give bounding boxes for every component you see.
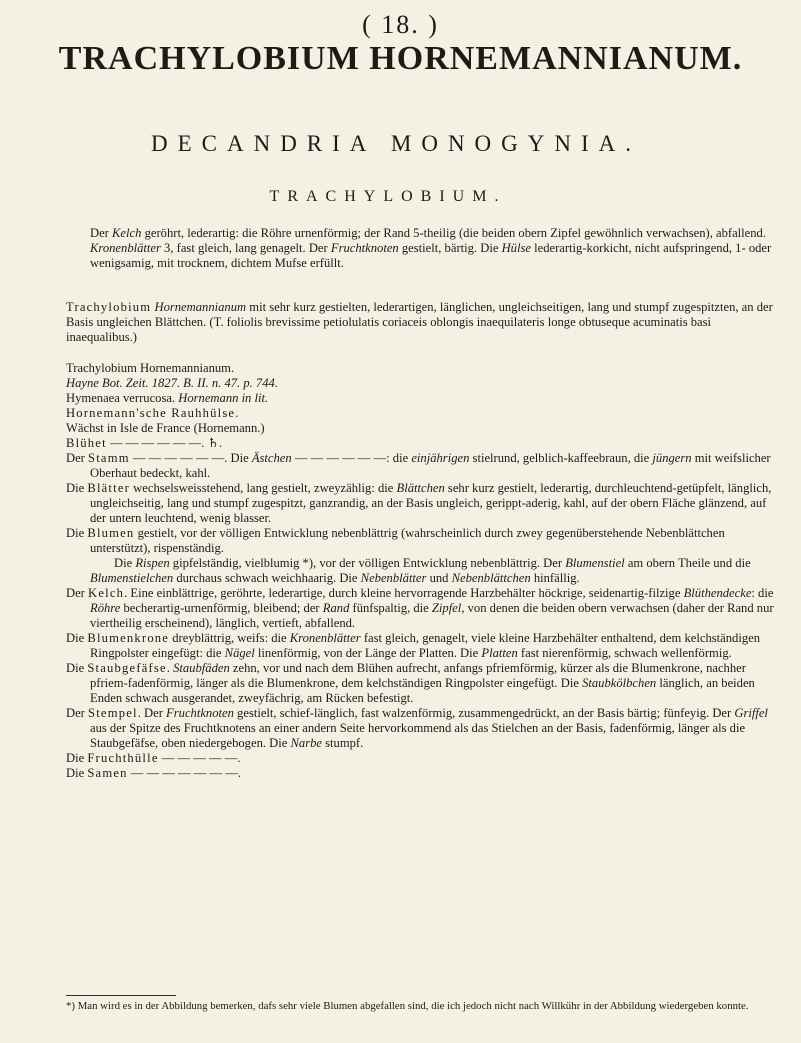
- page-title: TRACHYLOBIUM HORNEMANNIANUM.: [58, 40, 743, 77]
- section-rispen: Die Rispen gipfelständig, vielblumig *), vor der völligen Entwicklung nebenblättrig. Der Blumenstiel am obern Theile und die Blumenstielchen durchaus schwach weichhaarig. Die Nebenblätter und Nebenblättchen hinfällig.: [90, 556, 751, 585]
- section-stamm: Der Stamm — — — — — —. Die Ästchen — — — — — —: die einjährigen stielrund, gelblich-kaffeebraun, die jüngern mit weifslicher Oberhaut bedeckt, kahl.: [66, 451, 771, 480]
- common-name: Hornemann'sche Rauhhülse.: [66, 406, 240, 420]
- habitat-line: Wächst in Isle de France (Hornemann.): [66, 421, 265, 435]
- genus-heading: TRACHYLOBIUM.: [269, 188, 507, 205]
- flowering-label: Blühet: [66, 436, 107, 450]
- section-blumenkrone: Die Blumenkrone dreyblättrig, weifs: die Kronenblätter fast gleich, genagelt, viele kleine Harzbehälter enthaltend, dem kelchständigen Ringpolster eingefügt: die Nägel linenförmig, von der Länge der Platten. Die Platten fast nierenförmig, schwach wellenförmig.: [66, 631, 761, 660]
- label-kronenblaetter: Kronenblätter: [90, 241, 161, 255]
- section-samen: Die Samen — — — — — — —.: [66, 766, 241, 780]
- section-kelch: Der Kelch. Eine einblättrige, geröhrte, lederartige, durch kleine hervorragende Harzbehälter höckrige, seidenartig-filzige Blüthendecke: die Röhre becherartig-urnenförmig, bleibend; der Rand fünfspaltig, die Zipfel, von denen die beiden obern verwachsen (daher der Rand nur viertheilig erscheinend), länglich, vertieft, abfallend.: [66, 586, 774, 630]
- reference-hayne: Hayne Bot. Zeit.: [66, 376, 149, 390]
- section-staubgefaesse: Die Staubgefäfse. Staubfäden zehn, vor und nach dem Blühen aufrecht, anfangs pfriemförmig, kürzer als die Blumenkrone, nachher pfriem-fadenförmig, länger als die Blumenkrone, dem kelchständigen Ringpolster eingefügt. Die Staubkölbchen länglich, an beiden Enden schwach ausgerandet, zweyfächrig, am Rücken befestigt.: [66, 661, 755, 705]
- label-kelch: Kelch: [112, 226, 142, 240]
- genus-description: Der Kelch geröhrt, lederartig: die Röhre urnenförmig; der Rand 5-theilig (die beiden obern Zipfel gewöhnlich verwachsen), abfallend. Kronenblätter 3, fast gleich, lang genagelt. Der Fruchtknoten gestielt, bärtig. Die Hülse lederartig-korkicht, nicht aufspringend, 1- oder wenigsamig, mit trocknem, dichtem Mufse erfüllt.: [90, 226, 772, 270]
- page-number: ( 18. ): [362, 10, 439, 39]
- footnote: *) Man wird es in der Abbildung bemerken, dafs sehr viele Blumen abgefallen sind, die ich jedoch nicht nach Willkühr in der Abbildung wiedergeben konnte.: [66, 1000, 749, 1012]
- section-fruchthuelle: Die Fruchthülle — — — — —.: [66, 751, 241, 765]
- label-fruchtknoten: Fruchtknoten: [330, 241, 399, 255]
- species-description: Trachylobium Hornemannianum mit sehr kurz gestielten, lederartigen, länglichen, ungleichseitigen, lang und stumpf zugespitzten, an der Basis ungleichen Blättchen. (T. foliolis brevissime petiolulatis coriaceis oblongis inaequilateris longe obtuseque acuminatis basi inaequalibus.): [66, 300, 773, 344]
- classification-heading: DECANDRIA MONOGYNIA.: [150, 131, 642, 156]
- description-sections: [66, 451, 780, 781]
- section-blumen: Die Blumen gestielt, vor der völligen Entwicklung nebenblättrig (wahrscheinlich durch zwey gegenüberstehende Nebenblättchen unterstützt), rispenständig.: [66, 526, 725, 555]
- synonym-line: Trachylobium Hornemannianum.: [66, 361, 235, 375]
- synonyms-block: Trachylobium Hornemannianum. Hayne Bot. Zeit. 1827. B. II. n. 47. p. 744. Hymenaea verrucosa. Hornemann in lit. Hornemann'sche Rauhhülse. Wächst in Isle de France (Hornemann.) Blühet — — — — — —. ♄.: [66, 361, 780, 451]
- section-stempel: Der Stempel. Der Fruchtknoten gestielt, schief-länglich, fast walzenförmig, zusammengedrückt, an der Basis bärtig; fünfeyig. Der Griffel aus der Spitze des Fruchtknotens an einer andern Seite hervorkommend als das Stielchen an der Basis, fadenförmig, länger als die Staubgefäfse, oben niedergebogen. Die Narbe stumpf.: [66, 706, 768, 750]
- synonym-line: Hymenaea verrucosa.: [66, 391, 176, 405]
- footnote-divider: [66, 995, 176, 996]
- label-huelse: Hülse: [501, 241, 531, 255]
- species-name: Trachylobium: [66, 300, 152, 314]
- section-blaetter: Die Blätter wechselsweisstehend, lang gestielt, zweyzählig: die Blättchen sehr kurz gestielt, lederartig, durchleuchtend-getüpfelt, länglich, ungleichseitig, lang und stumpf zugespitzt, ganzrandig, an der Basis ungleich, gerippt-aderig, kahl, auf der obern Fläche glänzend, auf der untern leuchtend, wenig blasser.: [66, 481, 772, 525]
